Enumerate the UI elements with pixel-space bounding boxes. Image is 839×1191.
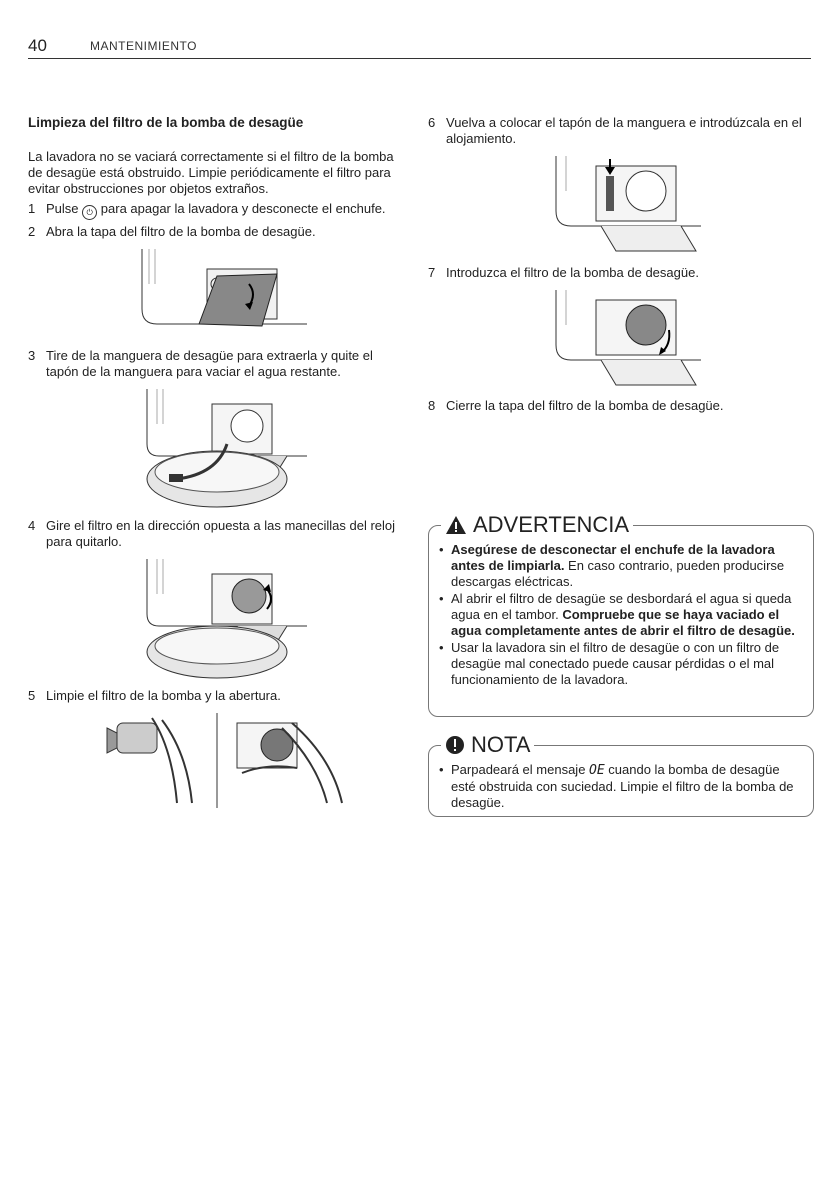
warning-bullet-1-text: En caso contrario, pueden producirse descargas eléctricas.	[451, 558, 785, 589]
step-4-text: Gire el filtro en la dirección opuesta a las manecillas del reloj para quitarlo.	[46, 518, 396, 549]
note-bullet-1-text-b: cuando la bomba de desagüe esté obstruida con suciedad. Limpie el filtro de la bomba de desagüe.	[451, 762, 794, 810]
step-3-text: Tire de la manguera de desagüe para extraerla y quite el tapón de la manguera para vaciar el agua restante.	[46, 348, 373, 379]
step-6	[428, 115, 814, 147]
step-number: 2	[28, 224, 36, 239]
note-box	[428, 732, 814, 817]
step-7	[428, 265, 814, 281]
step-8-text: Cierre la tapa del filtro de la bomba de desagüe.	[446, 398, 724, 413]
step-number: 3	[28, 348, 36, 363]
warning-box	[428, 512, 814, 717]
figure-clean-filter	[77, 708, 357, 808]
warning-title	[441, 512, 633, 538]
step-8	[428, 398, 814, 414]
note-bullet-1-text-a: Parpadeará el mensaje	[451, 762, 590, 777]
page-number: 40	[28, 36, 47, 55]
step-4	[28, 518, 406, 550]
warning-title-text: ADVERTENCIA	[473, 512, 630, 537]
page-header	[28, 36, 811, 59]
step-number: 1	[28, 201, 36, 216]
step-2	[28, 224, 406, 240]
step-number: 5	[28, 688, 36, 703]
step-3	[28, 348, 406, 380]
warning-bullet-2	[439, 591, 803, 639]
note-title	[441, 732, 534, 758]
right-column	[428, 115, 814, 418]
power-icon: ⏻	[82, 205, 97, 220]
figure-remove-filter	[117, 554, 317, 684]
intro-text: La lavadora no se vaciará correctamente si el filtro de la bomba de desagüe está obstruido. Limpie periódicamente el filtro para evitar obstrucciones por objetos extraños.	[28, 149, 394, 196]
step-number: 7	[428, 265, 436, 280]
figure-open-cover	[117, 244, 317, 344]
section-title: MANTENIMIENTO	[90, 39, 197, 53]
warning-bullet-3	[439, 640, 803, 688]
step-6-text: Vuelva a colocar el tapón de la manguera e introdúzcala en el alojamiento.	[446, 115, 802, 146]
step-2-text: Abra la tapa del filtro de la bomba de desagüe.	[46, 224, 316, 239]
error-code: OE	[589, 763, 605, 778]
note-bullet-1	[439, 762, 803, 811]
figure-drain-hose	[117, 384, 317, 514]
warning-bullet-3-text: Usar la lavadora sin el filtro de desagüe o con un filtro de desagüe mal conectado puede causar pérdidas o el mal funcionamiento de la lavadora.	[451, 640, 780, 687]
warning-bullet-1-bold: Asegúrese de desconectar el enchufe de la lavadora antes de limpiarla.	[451, 542, 775, 573]
step-1-text-b: para apagar la lavadora y desconecte el enchufe.	[100, 201, 386, 216]
note-title-text: NOTA	[471, 732, 531, 757]
warning-icon	[445, 515, 467, 535]
left-column	[28, 115, 406, 808]
step-1	[28, 201, 406, 220]
warning-bullet-2-bold: Compruebe que se haya vaciado el agua completamente antes de abrir el filtro de desagüe.	[451, 607, 795, 638]
step-7-text: Introduzca el filtro de la bomba de desagüe.	[446, 265, 699, 280]
info-icon	[445, 735, 465, 755]
warning-bullet-1	[439, 542, 803, 590]
step-number: 8	[428, 398, 436, 413]
step-number: 6	[428, 115, 436, 130]
step-number: 4	[28, 518, 36, 533]
step-5-text: Limpie el filtro de la bomba y la abertura.	[46, 688, 281, 703]
figure-insert-hose-cap	[521, 151, 721, 261]
section-heading: Limpieza del filtro de la bomba de desagüe	[28, 115, 304, 130]
warning-bullet-2-text: Al abrir el filtro de desagüe se desbordará el agua si queda agua en el tambor.	[451, 591, 792, 622]
step-5	[28, 688, 406, 704]
figure-insert-filter	[521, 285, 721, 390]
step-1-text-a: Pulse	[46, 201, 79, 216]
